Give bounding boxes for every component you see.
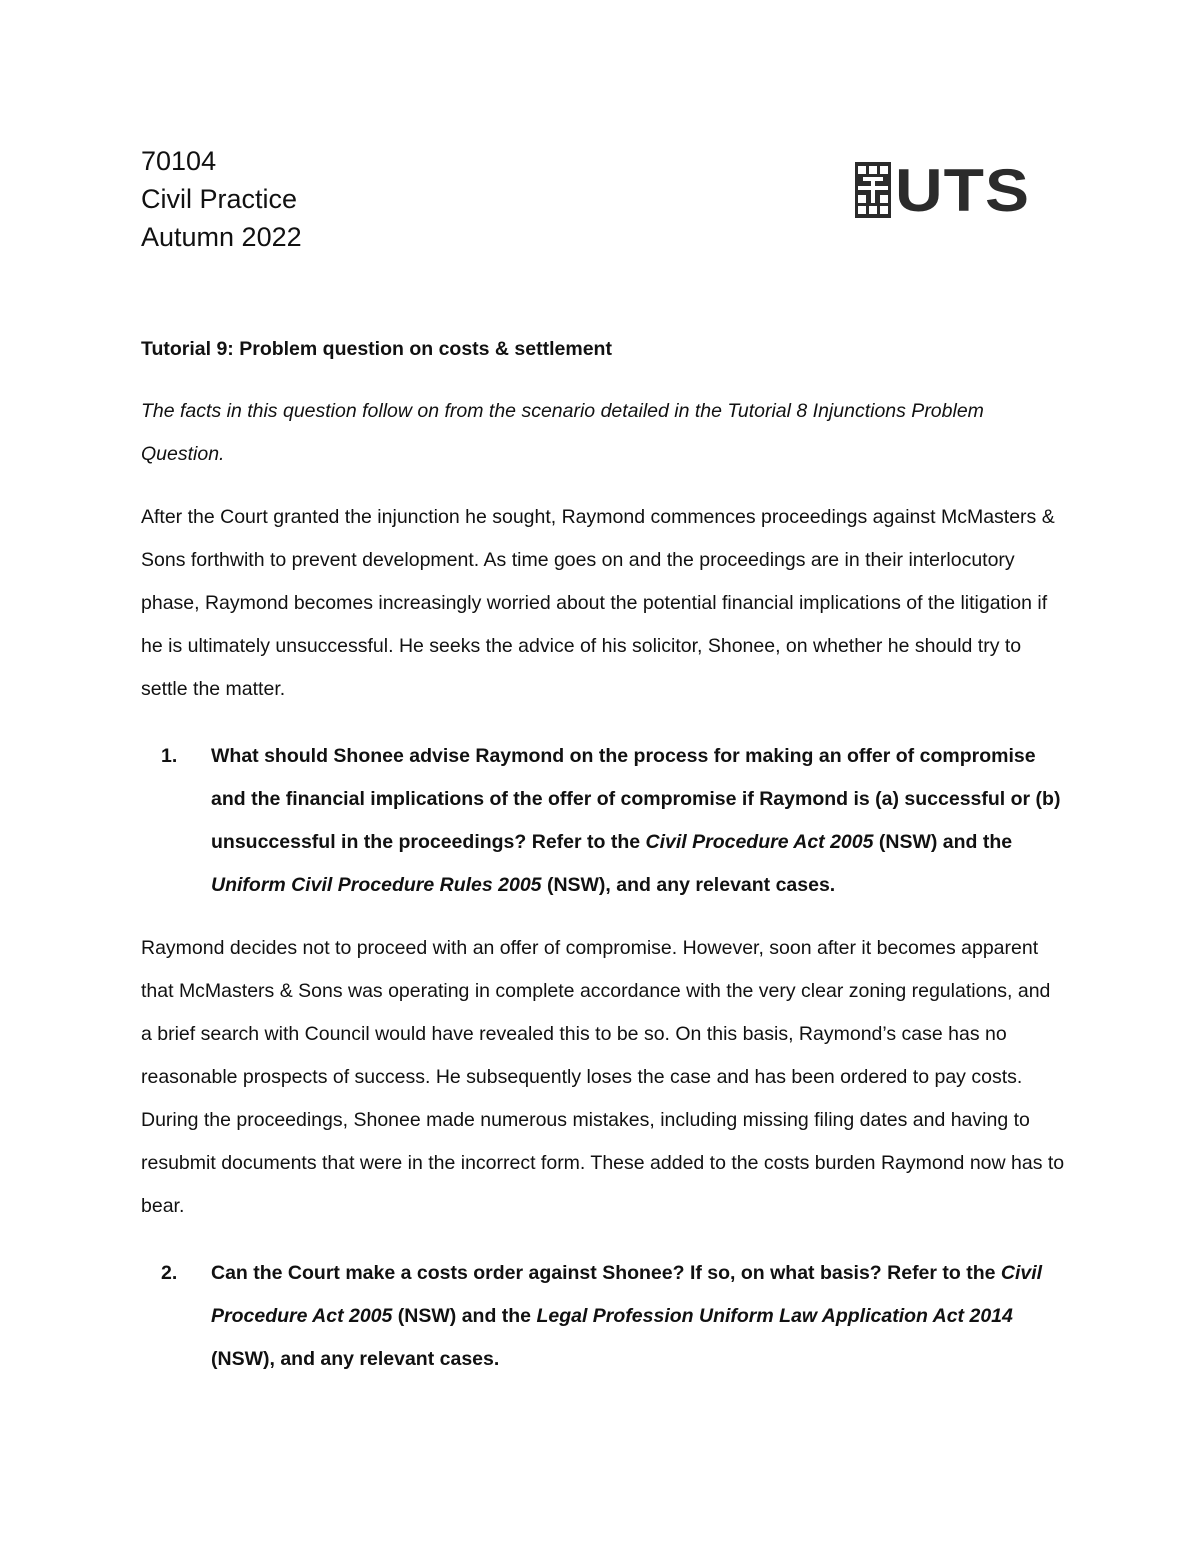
question-1-number: 1. bbox=[161, 745, 178, 767]
question-2-number: 2. bbox=[161, 1262, 178, 1284]
question-2-text-c: (NSW), and any relevant cases. bbox=[211, 1348, 500, 1370]
question-1-act-1: Civil Procedure Act 2005 bbox=[645, 831, 874, 853]
course-header bbox=[141, 142, 302, 256]
course-code: 70104 bbox=[141, 146, 217, 176]
question-2-act-1: Civil Procedure Act 2005 bbox=[211, 1262, 1043, 1327]
question-1 bbox=[141, 735, 1066, 907]
question-2-text bbox=[211, 1252, 1066, 1381]
course-subject: Civil Practice bbox=[141, 184, 298, 214]
scenario-paragraph-2: Raymond decides not to proceed with an offer of compromise. However, soon after it becomes apparent that McMasters & Sons was operating in complete accordance with the very clear zoning regulations, and a brief search with Council would have revealed this to be so. On this basis, Raymond’s case has no reasonable prospects of success. He subsequently loses the case and has been ordered to pay costs. During the proceedings, Shonee made numerous mistakes, including missing filing dates and having to resubmit documents that were in the incorrect form. These added to the costs burden Raymond now has to bear. bbox=[141, 937, 1065, 1217]
tutorial-title: Tutorial 9: Problem question on costs & settlement bbox=[141, 338, 612, 360]
question-1-act-2: Uniform Civil Procedure Rules 2005 bbox=[211, 874, 542, 896]
question-1-text-a: What should Shonee advise Raymond on the process for making an offer of compromise and the financial implications of the offer of compromise if Raymond is (a) successful or (b) unsuccessful in the proceedings? Refer to the bbox=[211, 745, 1061, 853]
question-2-act-2: Legal Profession Uniform Law Application Act 2014 bbox=[536, 1305, 1013, 1327]
question-2-text-b: (NSW) and the bbox=[392, 1305, 537, 1327]
scenario-paragraph-1: After the Court granted the injunction he sought, Raymond commences proceedings against McMasters & Sons forthwith to prevent development. As time goes on and the proceedings are in their interlocutory phase, Raymond becomes increasingly worried about the potential financial implications of the litigation if he is ultimately unsuccessful. He seeks the advice of his solicitor, Shonee, on whether he should try to settle the matter. bbox=[141, 506, 1055, 700]
question-2-text-a: Can the Court make a costs order against Shonee? If so, on what basis? Refer to the bbox=[211, 1262, 1001, 1284]
question-1-text-c: (NSW), and any relevant cases. bbox=[541, 874, 836, 896]
question-1-text-b: (NSW) and the bbox=[873, 831, 1013, 853]
uts-crest-icon bbox=[855, 162, 891, 218]
question-1-text bbox=[211, 735, 1066, 907]
intro-paragraph: The facts in this question follow on from the scenario detailed in the Tutorial 8 Injunctions Problem Question. bbox=[141, 400, 984, 465]
uts-logo-text: UTS bbox=[895, 155, 1030, 225]
course-session: Autumn 2022 bbox=[141, 222, 302, 252]
document-body bbox=[141, 330, 1066, 1381]
uts-logo bbox=[855, 155, 1030, 225]
question-2 bbox=[141, 1252, 1066, 1381]
